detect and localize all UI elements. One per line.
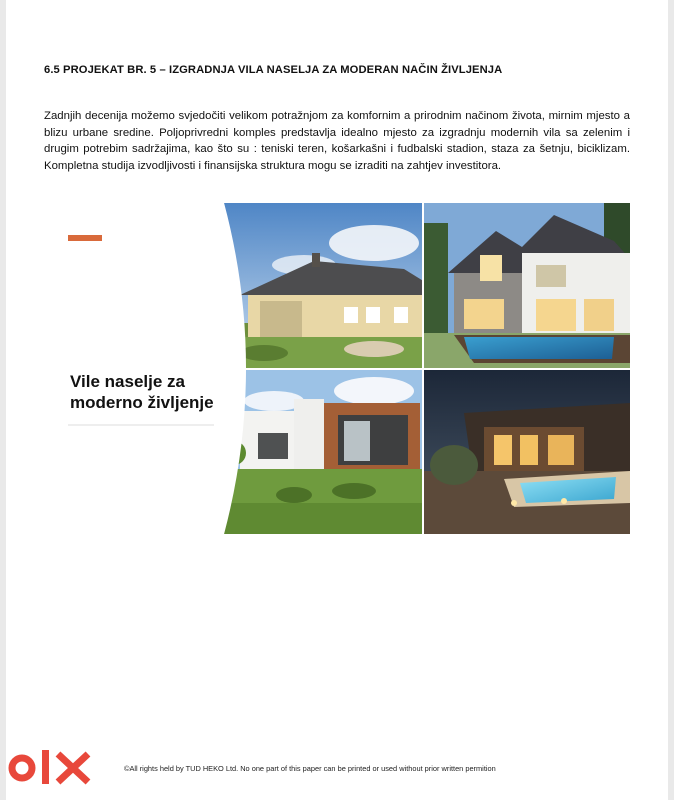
two-storey-villa-pool-image <box>424 203 630 368</box>
banner-title-line-2: moderno življenje <box>70 393 214 412</box>
banner-photo-collage <box>44 203 630 534</box>
banner-title <box>70 371 270 413</box>
section-heading: 6.5 PROJEKAT BR. 5 – IZGRADNJA VILA NASELJA ZA MODERAN NAČIN ŽIVLJENJA <box>44 64 503 76</box>
night-villa-pool-image <box>424 370 630 534</box>
banner-title-line-1: Vile naselje za <box>70 372 185 391</box>
page-edge-left <box>0 0 6 800</box>
bungalow-house-image <box>220 203 446 368</box>
page-edge-right <box>668 0 674 800</box>
accent-bar <box>68 235 102 241</box>
villa-banner <box>44 203 630 534</box>
body-paragraph: Zadnjih decenija možemo svjedočiti velikom potražnjom za komfornim a prirodnim načinom života, mirnim mjesto a blizu urbane sredine. Poljoprivredni komples predstavlja idealno mjesto za izgradnju modernih vila sa zelenim i drugim potrebim sadržajima, kao što su : teniski teren, košarkašni i fudbalski stadion, staza za šetnju, biciklizam. Kompletna studija izvodljivosti i finansijska struktura mogu se izraditi na zahtjev investitora. <box>44 110 630 172</box>
copyright-footer: ©All rights held by TUD HEKO Ltd. No one part of this paper can be printed or used without prior written permition <box>124 764 496 773</box>
olx-logo <box>8 744 104 788</box>
